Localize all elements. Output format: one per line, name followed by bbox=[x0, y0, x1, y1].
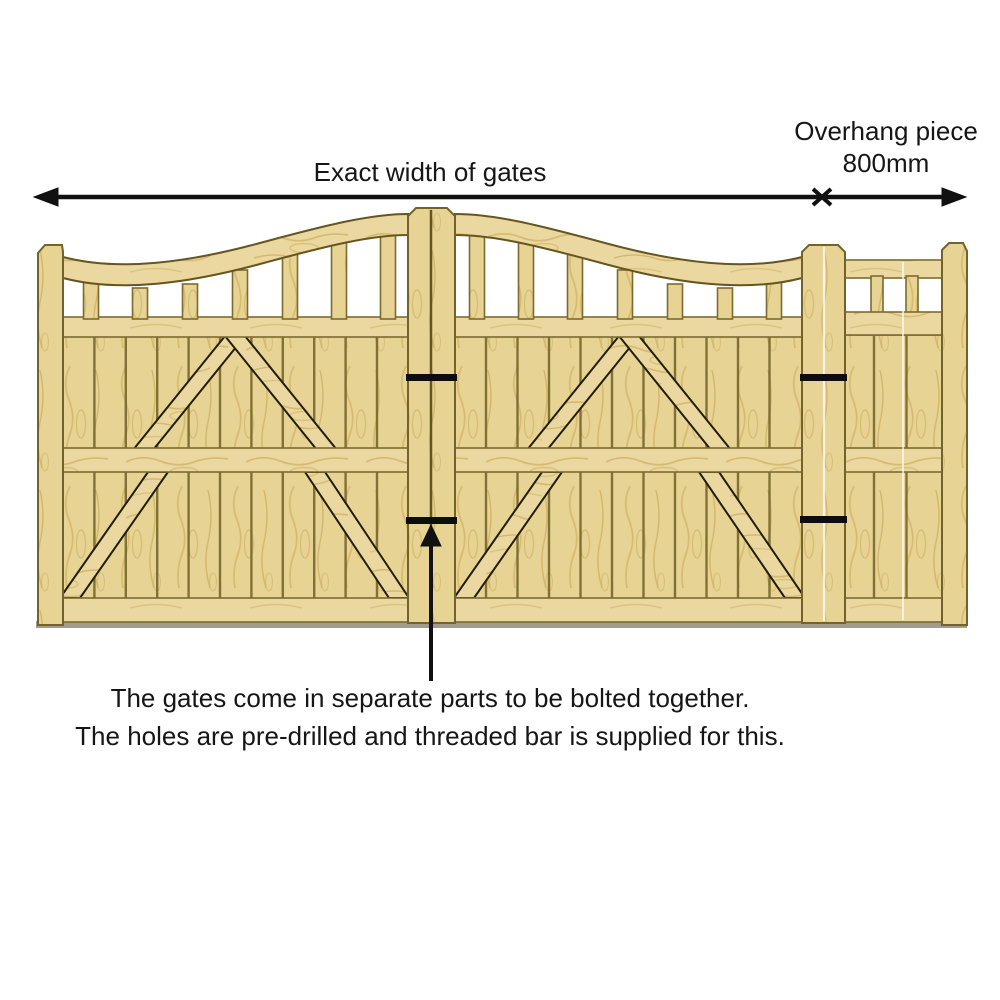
overhang-piece bbox=[845, 260, 942, 622]
right-gate bbox=[454, 214, 805, 622]
overhang-size-label: 800mm bbox=[842, 148, 930, 178]
right-arrowhead-icon bbox=[942, 188, 966, 206]
right-gate-top-rail bbox=[455, 317, 802, 337]
note-line-1: The gates come in separate parts to be bolted together. bbox=[110, 683, 750, 713]
left-gate-middle-rail bbox=[63, 448, 408, 472]
left-gate-bottom-rail bbox=[63, 598, 408, 622]
bolt-mark-center-top bbox=[406, 374, 457, 381]
left-gate bbox=[60, 214, 409, 622]
overhang-end-stile bbox=[942, 243, 967, 625]
note-line-2: The holes are pre-drilled and threaded bar is supplied for this. bbox=[75, 721, 785, 751]
left-hanging-stile bbox=[38, 245, 63, 625]
overhang-label: Overhang piece bbox=[794, 116, 978, 146]
overhang-second-rail bbox=[845, 312, 942, 335]
overhang-spindles bbox=[871, 276, 918, 314]
right-gate-middle-rail bbox=[455, 448, 802, 472]
overhang-top-rail bbox=[845, 260, 942, 278]
overhang-bottom-rail bbox=[845, 598, 942, 622]
width-label: Exact width of gates bbox=[313, 157, 547, 187]
bolt-mark-right-top bbox=[800, 374, 847, 381]
right-gate-bottom-rail bbox=[455, 598, 802, 622]
right-post bbox=[802, 245, 845, 623]
bolt-mark-center-bottom bbox=[406, 517, 457, 524]
left-gate-top-rail bbox=[63, 317, 408, 337]
width-dimension bbox=[34, 188, 966, 206]
left-arrowhead-icon bbox=[34, 188, 58, 206]
bolt-mark-right-bottom bbox=[800, 516, 847, 523]
overhang-middle-rail bbox=[845, 448, 942, 472]
